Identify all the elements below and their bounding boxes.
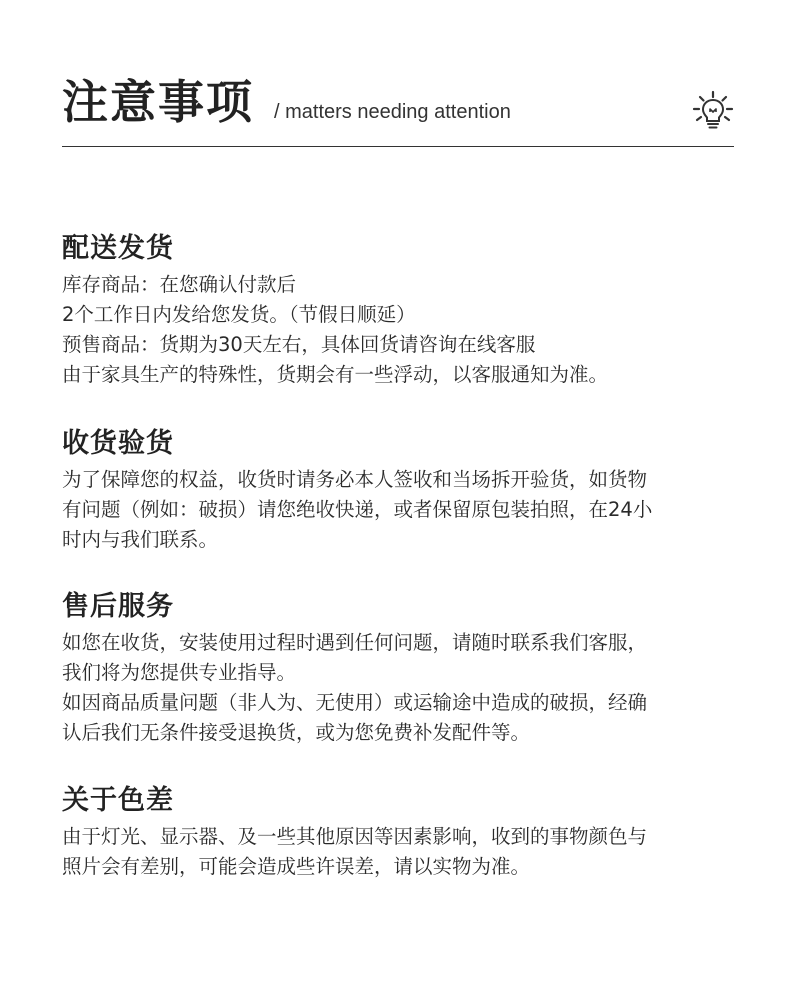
section-color-difference [62,784,734,882]
section-text-line: 如您在收货，安装使用过程时遇到任何问题，请随时联系我们客服， [62,631,648,654]
section-text-line: 由于灯光、显示器、及一些其他原因等因素影响，收到的事物颜色与 [62,825,648,848]
section-shipping [62,232,734,390]
section-heading: 配送发货 [62,233,174,264]
page-title: 注意事项 [62,75,254,129]
section-text-line: 有问题（例如：破损）请您绝收快递，或者保留原包装拍照，在24小 [62,498,653,521]
section-text-line: 2个工作日内发给您发货。（节假日顺延） [62,303,416,326]
page-header [62,70,734,148]
section-heading: 售后服务 [62,591,174,622]
section-receiving [62,427,734,555]
section-text-line: 认后我们无条件接受退换货，或为您免费补发配件等。 [62,721,531,744]
lightbulb-icon [692,90,734,132]
section-text-line: 如因商品质量问题（非人为、无使用）或运输途中造成的破损，经确 [62,691,648,714]
section-text-line: 预售商品：货期为30天左右，具体回货请咨询在线客服 [62,333,536,356]
section-text-line: 由于家具生产的特殊性，货期会有一些浮动，以客服通知为准。 [62,363,609,386]
section-text-line: 时内与我们联系。 [62,528,219,551]
section-heading: 收货验货 [62,428,174,459]
section-text-line: 我们将为您提供专业指导。 [62,661,297,684]
section-text-line: 照片会有差别，可能会造成些许误差，请以实物为准。 [62,855,531,878]
section-heading: 关于色差 [62,785,174,816]
section-text-line: 库存商品：在您确认付款后 [62,273,297,296]
section-after-sales [62,590,734,748]
page-subtitle: / matters needing attention [274,101,511,123]
header-divider [62,146,734,147]
section-text-line: 为了保障您的权益，收货时请务必本人签收和当场拆开验货，如货物 [62,468,648,491]
